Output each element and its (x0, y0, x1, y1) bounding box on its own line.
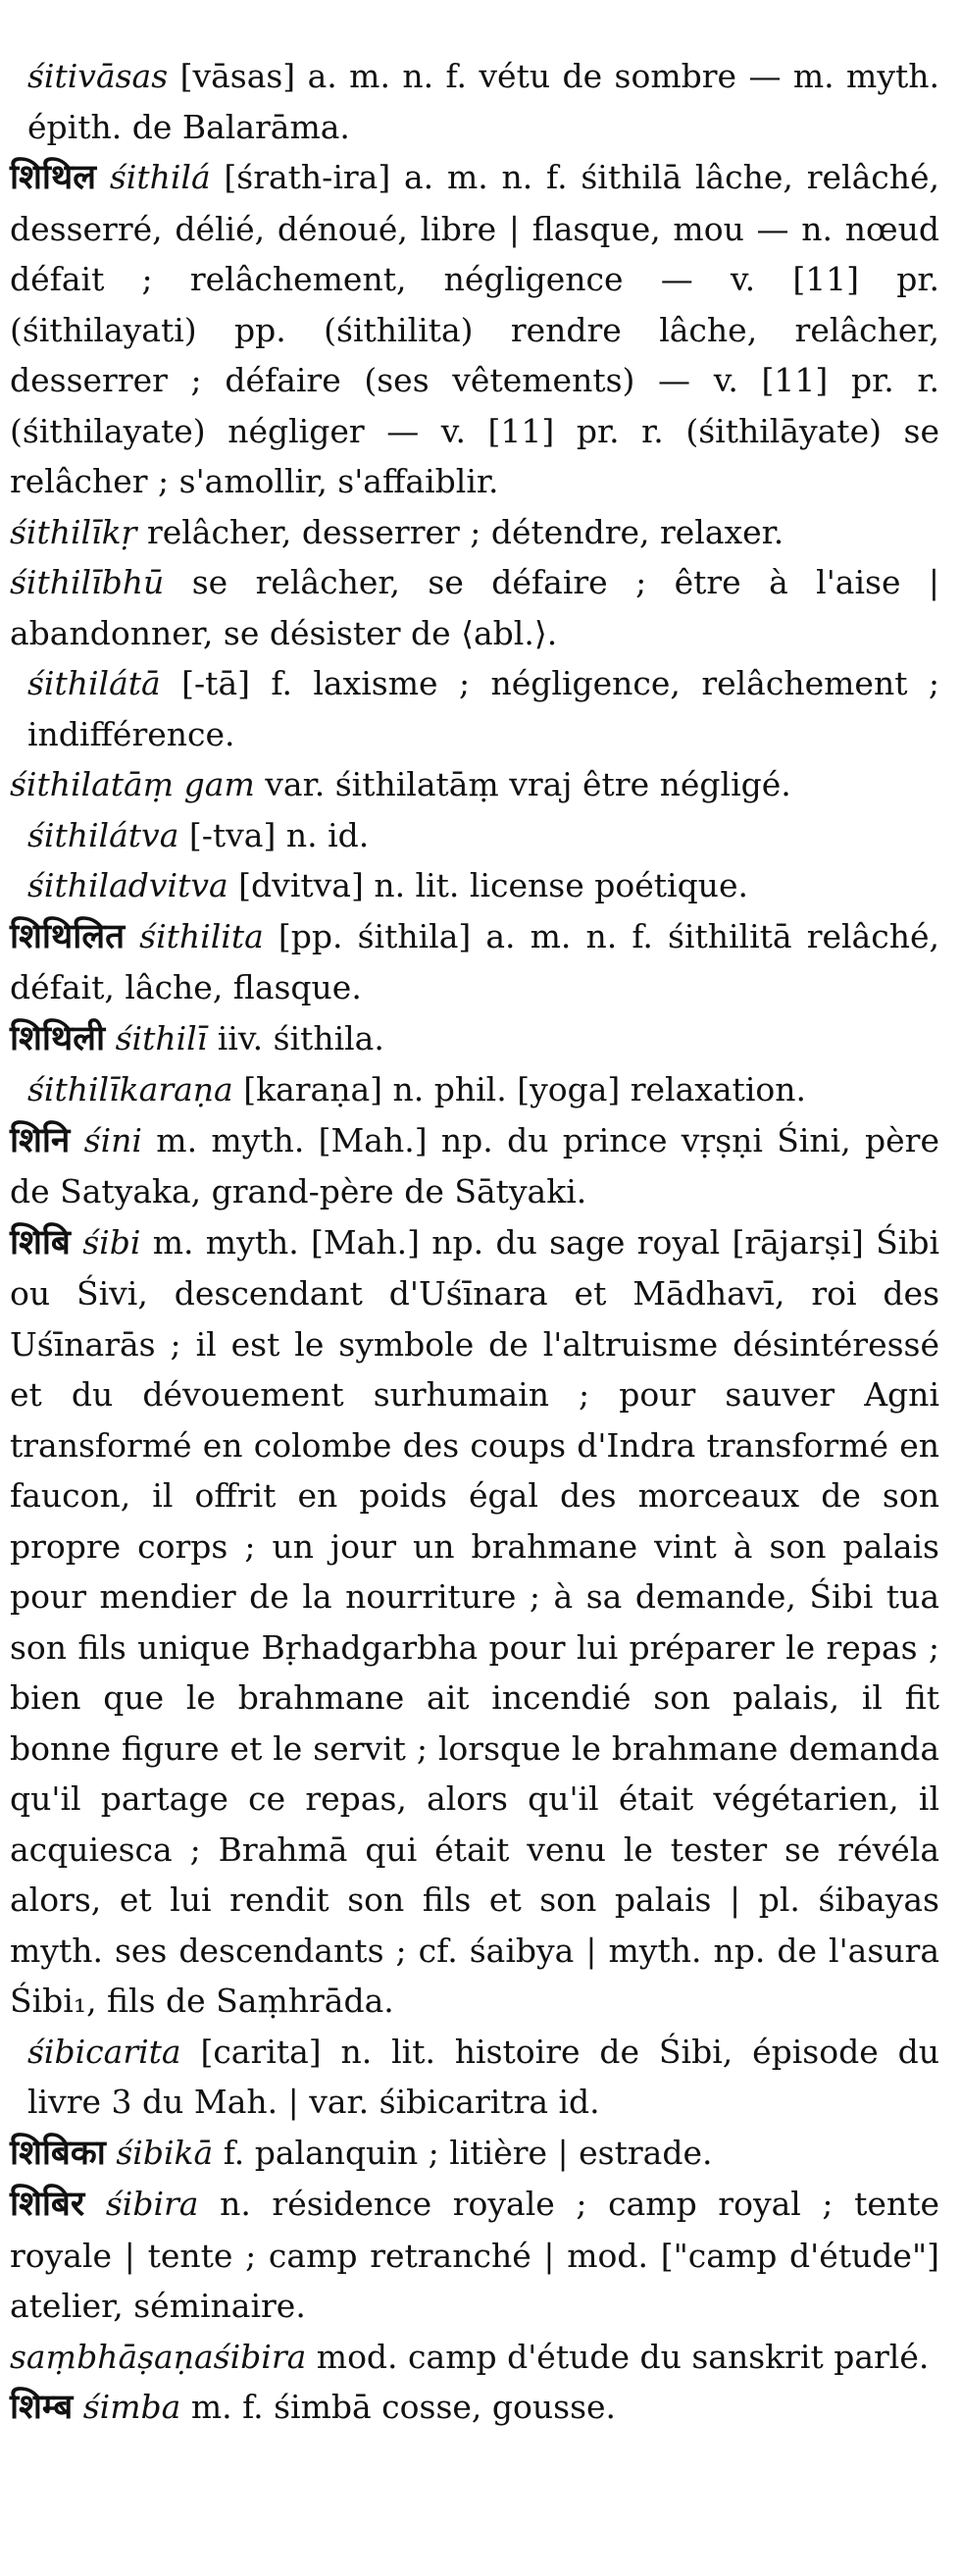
entry-sithilata (10, 658, 939, 759)
definition: [pp. śithila] a. m. n. f. śithilitā relâché, défait, lâche, flasque. (10, 916, 939, 1006)
headword: śithiladvitva (27, 866, 228, 904)
headword: śibicarita (27, 2032, 181, 2071)
definition: [karaṇa] n. phil. [yoga] relaxation. (232, 1070, 806, 1108)
devanagari-headword: शिम्ब (10, 2388, 74, 2427)
headword: śithilatāṃ gam (10, 765, 255, 803)
entry-sitivasas (10, 51, 939, 152)
entry-sithilikr (10, 507, 939, 558)
devanagari-headword: शिथिली (10, 1018, 106, 1058)
definition: n. résidence royale ; camp royal ; tente royale | tente ; camp retranché | mod. ["camp d'étude"] atelier, séminaire. (10, 2185, 939, 2325)
definition: [vāsas] a. m. n. f. vétu de sombre — m. myth. épith. de Balarāma. (27, 57, 939, 146)
headword: śitivāsas (27, 57, 169, 95)
devanagari-headword: शिथिल (10, 158, 97, 197)
headword: śibira (105, 2185, 199, 2223)
headword: śibi (82, 1222, 141, 1262)
headword: śithilīkṛ (10, 512, 137, 551)
headword: śithilī (115, 1018, 208, 1057)
definition: var. śithilatāṃ vraj être négligé. (254, 765, 791, 803)
entry-sithili (10, 1013, 939, 1065)
devanagari-headword: शिबिर (10, 2185, 85, 2224)
devanagari-headword: शिथिलित (10, 916, 126, 956)
entry-sibira (10, 2179, 939, 2332)
definition: [dvitva] n. lit. license poétique. (228, 866, 748, 904)
headword: śithilībhū (10, 563, 165, 601)
devanagari-headword: शिबि (10, 1222, 71, 1262)
entry-sibi (10, 1217, 939, 2027)
entry-sithilikarana (10, 1064, 939, 1115)
devanagari-headword: शिबिका (10, 2133, 106, 2173)
definition: [carita] n. lit. histoire de Śibi, épisode du livre 3 du Mah. | var. śibicaritra id. (27, 2032, 939, 2121)
headword: śithilátā (27, 664, 161, 702)
devanagari-headword: शिनि (10, 1120, 71, 1160)
definition: m. myth. [Mah.] np. du prince vṛṣṇi Śini, père de Satyaka, grand-père de Sātyaki. (10, 1120, 939, 1211)
headword: śini (83, 1120, 142, 1159)
definition: [-tva] n. id. (178, 815, 370, 854)
definition: [-tā] f. laxisme ; négligence, relâchement ; indifférence. (27, 664, 939, 753)
entry-sithilatva (10, 810, 939, 861)
headword: śimba (82, 2388, 181, 2426)
headword: śibikā (116, 2133, 214, 2172)
headword: śithilīkaraṇa (27, 1070, 233, 1108)
definition: iiv. śithila. (207, 1018, 384, 1057)
entry-sithilibhu (10, 557, 939, 658)
headword: śithilá (109, 158, 211, 196)
entry-sambhasanasibira (10, 2332, 939, 2383)
definition: m. f. śimbā cosse, gousse. (180, 2388, 617, 2426)
headword: śithilita (139, 916, 264, 955)
entry-sini (10, 1115, 939, 1217)
entry-sithiladvitva (10, 860, 939, 911)
headword: śithilátva (27, 815, 179, 854)
definition: mod. camp d'étude du sanskrit parlé. (306, 2337, 930, 2376)
definition: f. palanquin ; litière | estrade. (213, 2133, 713, 2172)
entry-sithilatam-gam (10, 759, 939, 810)
entry-sithilita (10, 911, 939, 1013)
entry-sibicarita (10, 2027, 939, 2128)
definition: [śrath-ira] a. m. n. f. śithilā lâche, relâché, desserré, délié, dénoué, libre | flasque, mou — n. nœud défait ; relâchement, négligence — v. [11] pr. (śithilayati) pp. (śithilita) rendre lâche, relâcher, desserrer ; défaire (ses vêtements) — v. [11] pr. r. (śithilayate) négliger — v. [11] pr. r. (śithilāyate) se relâcher ; s'amollir, s'affaiblir. (10, 158, 939, 500)
headword: saṃbhāṣaṇaśibira (10, 2337, 307, 2376)
entry-simba (10, 2382, 939, 2434)
definition: relâcher, desserrer ; détendre, relaxer. (136, 512, 784, 551)
definition: se relâcher, se défaire ; être à l'aise | abandonner, se désister de ⟨abl.⟩. (10, 563, 939, 652)
entry-sithila (10, 152, 939, 507)
entry-sibika (10, 2128, 939, 2180)
definition: m. myth. [Mah.] np. du sage royal [rājarṣi] Śibi ou Śivi, descendant d'Uśīnara et Mādhavī, roi des Uśīnarās ; il est le symbole de l'altruisme désintéressé et du dévouement surhumain ; pour sauver Agni transformé en colombe des coups d'Indra transformé en faucon, il offrit en poids égal des morceaux de son propre corps ; un jour un brahmane vint à son palais pour mendier de la nourriture ; à sa demande, Śibi tua son fils unique Bṛhadgarbha pour lui préparer le repas ; bien que le brahmane ait incendié son palais, il fit bonne figure et le servit ; lorsque le brahmane demanda qu'il partage ce repas, alors qu'il était végétarien, il acquiesca ; Brahmā qui était venu le tester se révéla alors, et lui rendit son fils et son palais | pl. śibayas myth. ses descendants ; cf. śaibya | myth. np. de l'asura Śibi₁, fils de Saṃhrāda. (10, 1222, 939, 2020)
